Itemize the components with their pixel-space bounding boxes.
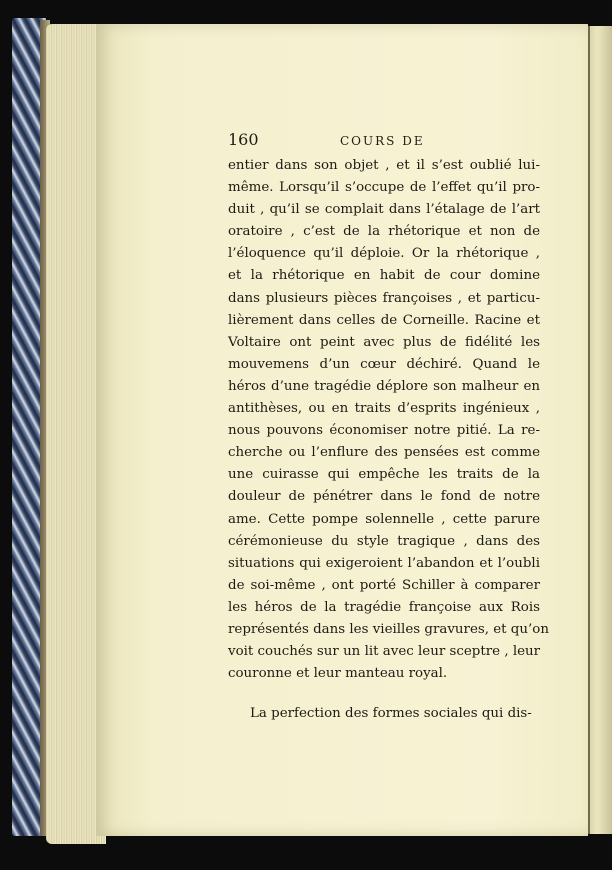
text-line: duit , qu’il se complait dans l’étalage de l’art [228,202,540,218]
text-line: même. Lorsqu’il s’occupe de l’effet qu’il pro- [228,180,540,196]
text-line: une cuirasse qui empêche les traits de la [228,467,540,483]
text-line: héros d’une tragédie déplore son malheur en [228,378,540,394]
page-header [228,130,558,152]
running-head: COURS DE [340,134,425,148]
text-line: oratoire , c’est de la rhétorique et non de [228,224,540,240]
text-line: lièrement dans celles de Corneille. Racine et [228,312,540,328]
text-line: les héros de la tragédie françoise aux Rois [228,599,540,615]
text-line: cherche ou l’enflure des pensées est comme [228,445,540,461]
text-line: mouvemens d’un cœur déchiré. Quand le [228,356,540,372]
text-line-last: couronne et leur manteau royal. [228,666,448,682]
text-line: représentés dans les vieilles gravures, et qu’on [228,621,549,637]
paragraph-gap [228,685,540,703]
text-line: cérémonieuse du style tragique , dans des [228,533,540,549]
text-line: douleur de pénétrer dans le fond de notre [228,489,540,505]
text-line: entier dans son objet , et il s’est oublié lui- [228,158,540,173]
text-line: dans plusieurs pièces françoises , et particu- [228,290,540,306]
page-number: 160 [228,130,259,149]
body-text [228,155,549,725]
next-paragraph-line: La perfection des formes sociales qui dis- [250,706,532,722]
text-line: de soi-même , ont porté Schiller à comparer [228,577,540,593]
facing-page-edge [588,26,612,834]
text-line: antithèses, ou en traits d’esprits ingénieux , [228,401,540,417]
text-line: l’éloquence qu’il déploie. Or la rhétorique , [228,246,540,262]
text-line: voit couchés sur un lit avec leur sceptre , leur [228,644,541,660]
text-line: nous pouvons économiser notre pitié. La re- [228,423,540,439]
text-line: ame. Cette pompe solennelle , cette parure [228,511,540,527]
text-line: et la rhétorique en habit de cour domine [228,268,540,284]
text-line: situations qui exigeroient l’abandon et l’oubli [228,555,540,571]
text-line: Voltaire ont peint avec plus de fidélité les [228,334,540,350]
